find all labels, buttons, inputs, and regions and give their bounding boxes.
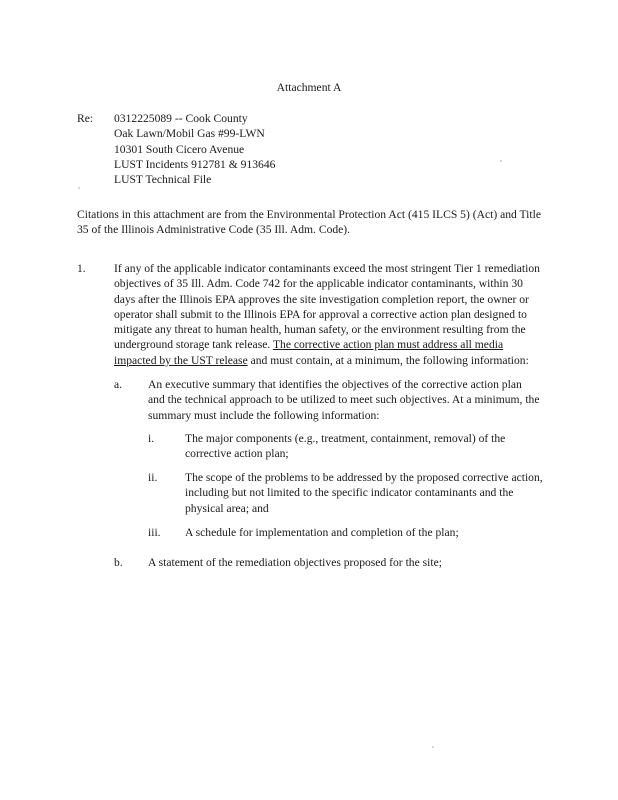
subitem-i-label: i.: [148, 432, 155, 445]
re-label: Re:: [77, 112, 94, 125]
item-1-number: 1.: [77, 262, 86, 275]
citation-paragraph: Citations in this attachment are from the Environmental Protection Act (415 ILCS 5) (Act) and Title 35 of the Illinois Administrative Code (35 Ill. Adm. Code).: [77, 208, 541, 237]
re-line-site-name: Oak Lawn/Mobil Gas #99-LWN: [114, 127, 265, 141]
item-a-label: a.: [114, 378, 123, 391]
re-line-address: 10301 South Cicero Avenue: [114, 142, 245, 156]
re-block: [114, 111, 275, 187]
item-a-text: An executive summary that identifies the objectives of the corrective action plan and the technical approach to be utilized to meet such objectives. At a minimum, the summary must include the following information:: [148, 378, 540, 422]
item-b-label: b.: [114, 556, 123, 569]
item-1-text-before: If any of the applicable indicator contaminants exceed the most stringent Tier 1 remediation objectives of 35 Ill. Adm. Code 742 for the applicable indicator contaminants, within 30 days after the Illinois EPA approves the site investigation completion report, the owner or operator shall submit to the Illinois EPA for approval a corrective action plan designed to mitigate any threat to human health, human safety, or the environment resulting from the underground storage tank release.: [114, 262, 540, 352]
re-line-case-number: 0312225089 -- Cook County: [114, 112, 248, 125]
scan-speck: [432, 746, 434, 748]
subitem-ii-label: ii.: [148, 471, 158, 484]
item-1-underlined-text: The corrective action plan must address all media impacted by the UST release: [114, 338, 504, 367]
scan-speck: [500, 160, 502, 162]
subitem-i-text: The major components (e.g., treatment, containment, removal) of the corrective action plan;: [185, 432, 506, 461]
item-1-text-after: and must contain, at a minimum, the following information:: [247, 353, 529, 367]
item-1-paragraph: [114, 261, 542, 368]
subitem-ii-text: The scope of the problems to be addressed by the proposed corrective action, including but not limited to the specific indicator contaminants and the physical area; and: [185, 471, 543, 515]
page-title: Attachment A: [276, 81, 342, 94]
scan-speck: [78, 187, 80, 189]
item-b-text: A statement of the remediation objectives proposed for the site;: [148, 556, 442, 569]
re-line-incidents: LUST Incidents 912781 & 913646: [114, 157, 276, 171]
subitem-iii-label: iii.: [148, 526, 161, 539]
re-line-file: LUST Technical File: [114, 173, 212, 187]
subitem-iii-text: A schedule for implementation and completion of the plan;: [185, 526, 459, 539]
